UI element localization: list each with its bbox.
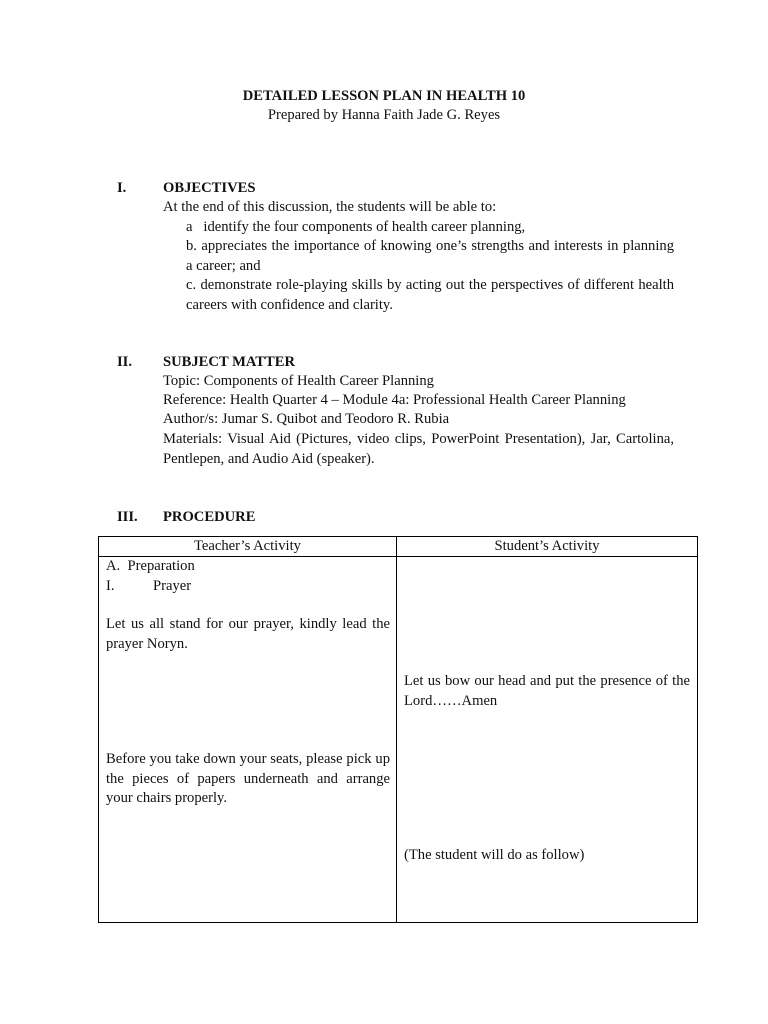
student-activity-header: Student’s Activity bbox=[397, 537, 698, 557]
objective-item: c. demonstrate role-playing skills by acting out the perspectives of different health careers with confidence and clarity. bbox=[186, 277, 674, 313]
objectives-number: I. bbox=[117, 180, 127, 196]
objective-item: b. appreciates the importance of knowing one’s strengths and interests in planning a career; and bbox=[186, 238, 674, 274]
subject-reference: Reference: Health Quarter 4 – Module 4a: Professional Health Career Planning bbox=[163, 392, 626, 408]
subject-topic: Topic: Components of Health Career Planning bbox=[163, 373, 434, 389]
procedure-heading: PROCEDURE bbox=[163, 509, 256, 525]
teacher-prayer-text: Let us all stand for our prayer, kindly lead the prayer Noryn. bbox=[106, 616, 390, 652]
procedure-item-label: Prayer bbox=[153, 578, 192, 594]
document-author: Prepared by Hanna Faith Jade G. Reyes bbox=[267, 107, 501, 123]
student-follow-text: (The student will do as follow) bbox=[404, 847, 585, 863]
subject-materials: Materials: Visual Aid (Pictures, video clips, PowerPoint Presentation), Jar, Cartolina, Pentlepen, and Audio Aid (speaker). bbox=[163, 431, 674, 467]
procedure-item-number: I. bbox=[106, 578, 115, 594]
document-title: DETAILED LESSON PLAN IN HEALTH 10 bbox=[242, 88, 526, 104]
objective-item: a identify the four components of health career planning, bbox=[186, 219, 526, 235]
objectives-heading: OBJECTIVES bbox=[163, 180, 256, 196]
teacher-seats-text: Before you take down your seats, please pick up the pieces of papers underneath and arrange your chairs properly. bbox=[106, 751, 390, 806]
teacher-activity-cell bbox=[99, 557, 397, 923]
student-prayer-response: Let us bow our head and put the presence of the Lord……Amen bbox=[404, 673, 690, 709]
objectives-intro: At the end of this discussion, the students will be able to: bbox=[163, 199, 497, 215]
teacher-activity-header: Teacher’s Activity bbox=[99, 537, 397, 557]
student-activity-cell bbox=[397, 557, 698, 923]
subject-matter-heading: SUBJECT MATTER bbox=[163, 354, 296, 370]
subject-matter-number: II. bbox=[117, 354, 133, 370]
procedure-number: III. bbox=[117, 509, 138, 525]
procedure-table bbox=[98, 536, 698, 923]
procedure-section-label: A. Preparation bbox=[106, 558, 195, 574]
subject-authors: Author/s: Jumar S. Quibot and Teodoro R. Rubia bbox=[163, 411, 450, 427]
